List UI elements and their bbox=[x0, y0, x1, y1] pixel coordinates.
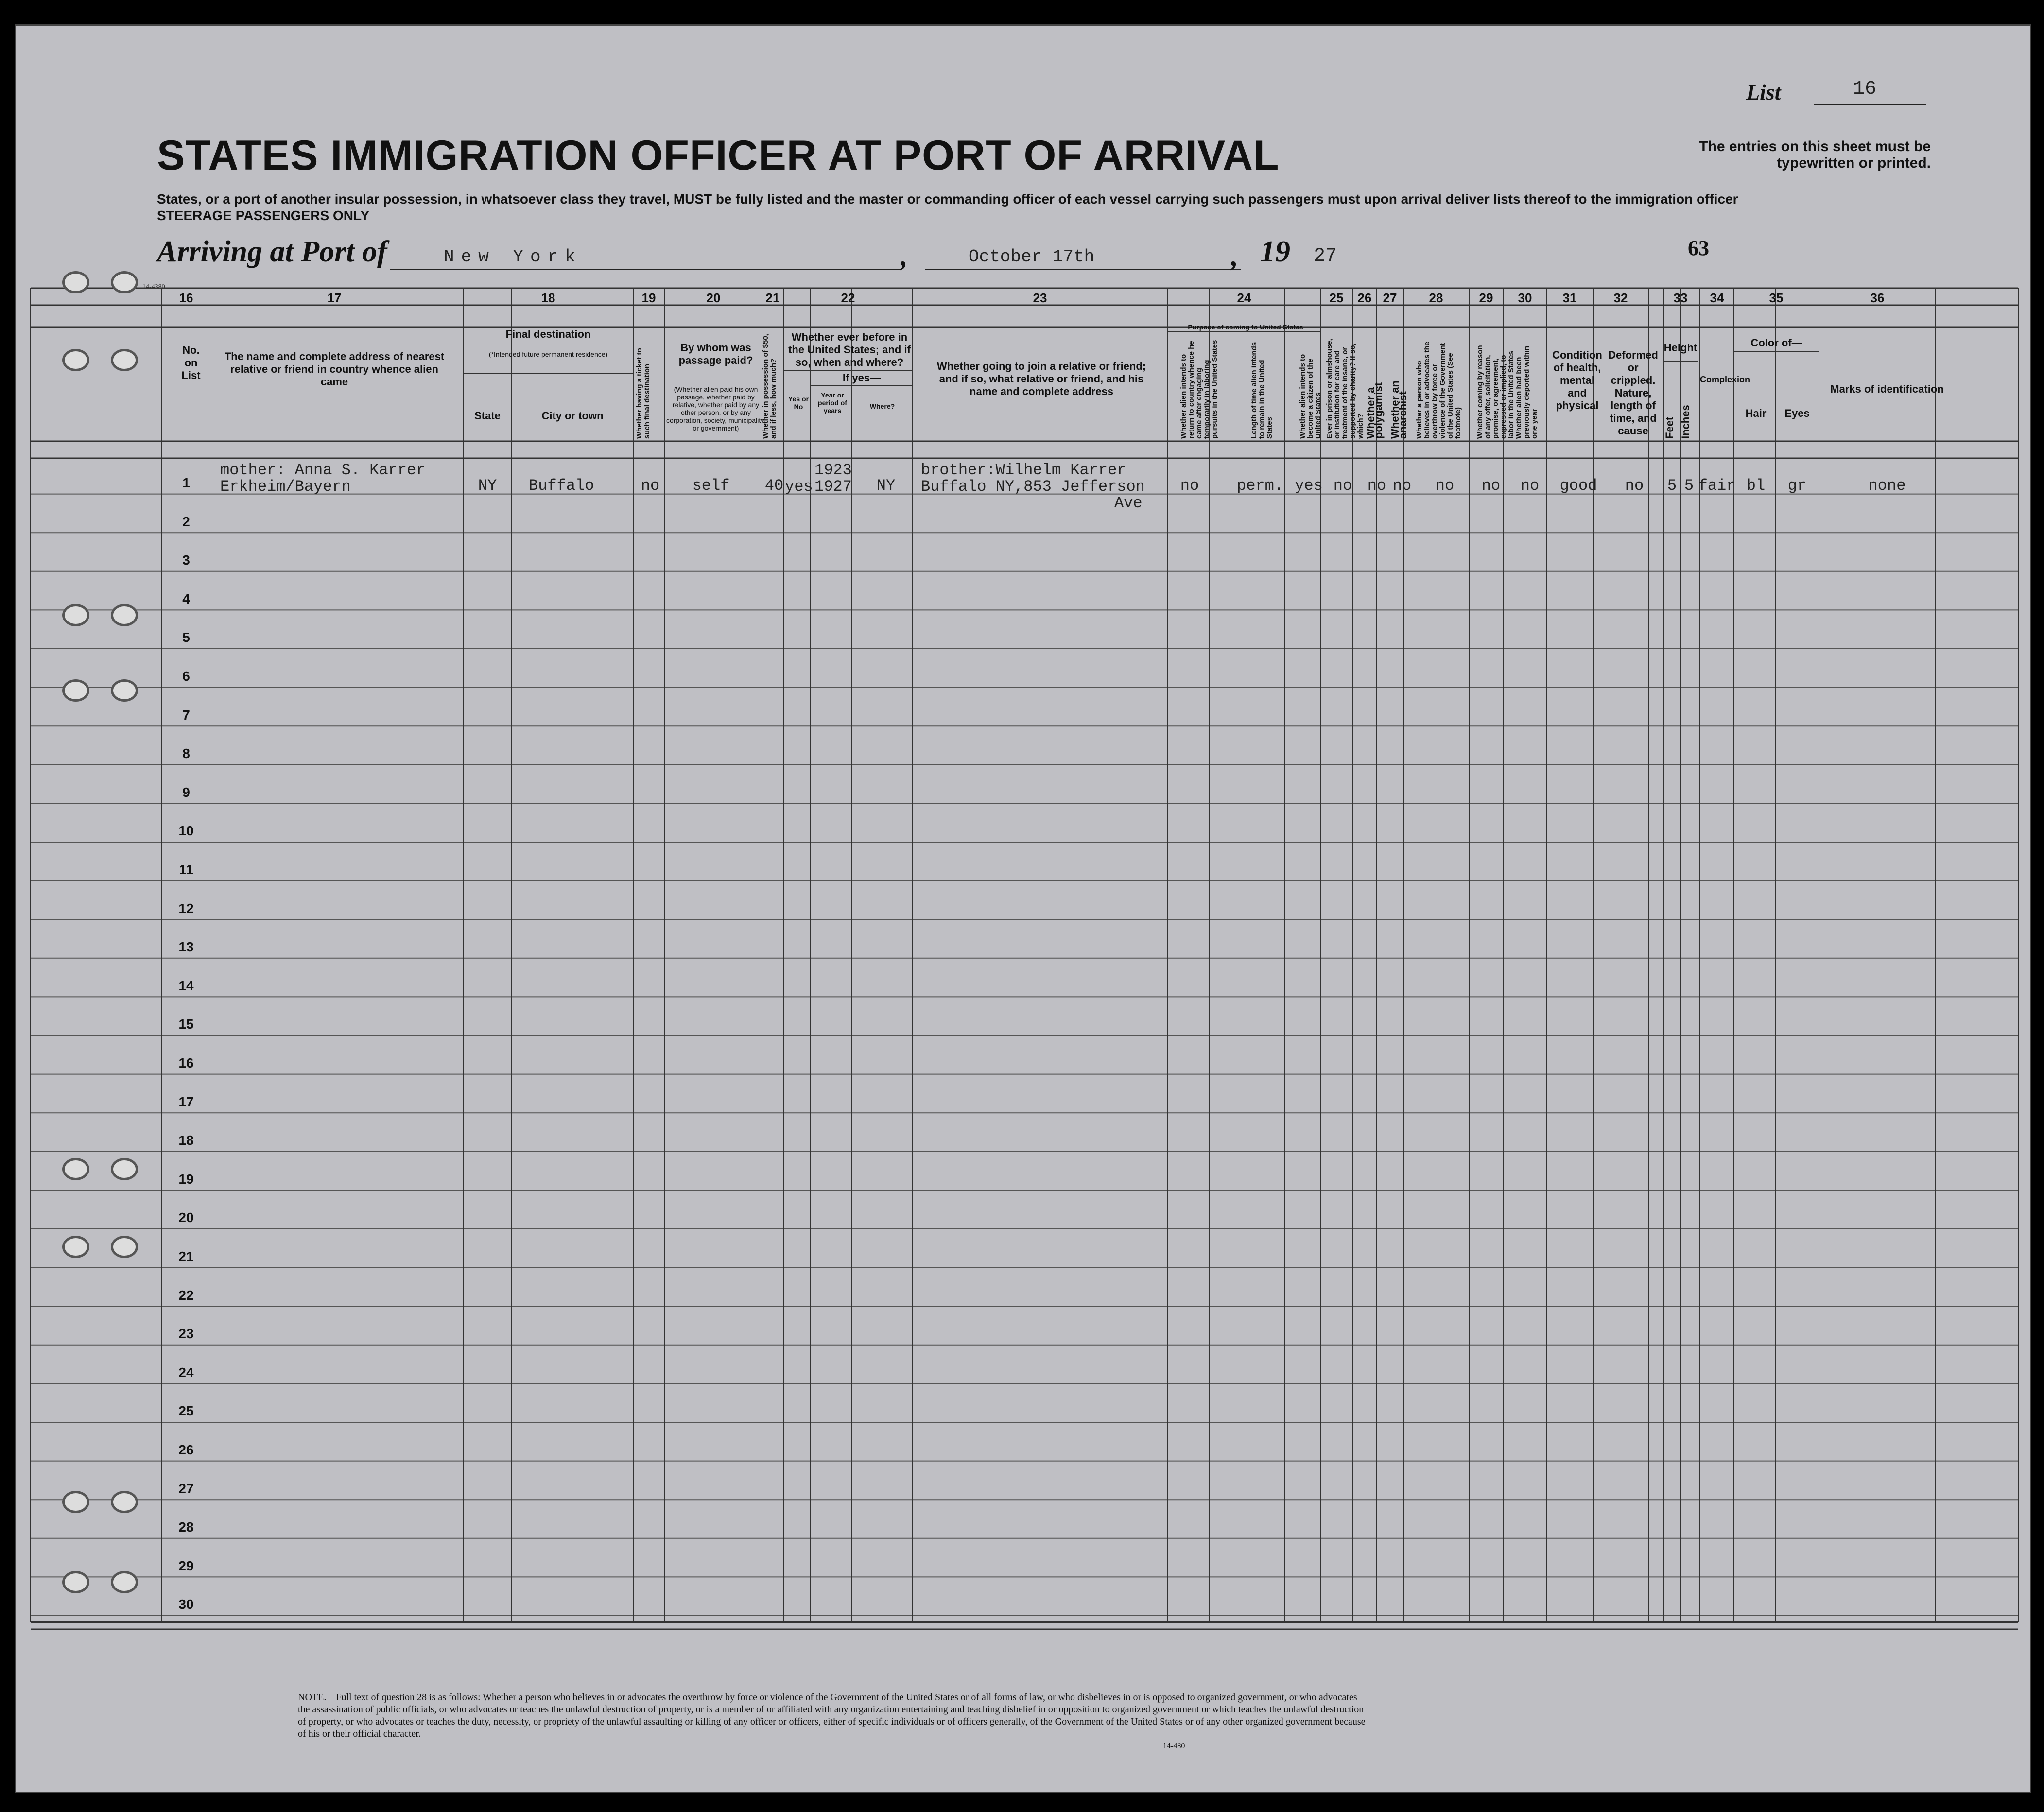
column-number: 32 bbox=[1613, 291, 1628, 305]
header-passage-note: (Whether alien paid his own passage, whether paid by relative, whether paid by any other person, or by any corporation, society, municipality, or government) bbox=[666, 385, 766, 432]
header-purpose-b: Length of time alien intends to remain in the United States bbox=[1250, 342, 1274, 439]
entry-health: good bbox=[1559, 477, 1597, 495]
row-number: 22 bbox=[178, 1287, 194, 1303]
punch-hole bbox=[111, 604, 138, 626]
entry-ticket: no bbox=[641, 477, 660, 495]
punch-hole bbox=[111, 679, 138, 702]
year-prefix: 19 bbox=[1260, 235, 1290, 268]
entry-state: NY bbox=[478, 477, 497, 495]
punch-hole bbox=[111, 1571, 138, 1593]
entry-join-line3: Ave bbox=[1114, 494, 1143, 512]
manifest-sheet bbox=[15, 24, 2031, 1793]
header-marks: Marks of identification bbox=[1830, 383, 1944, 395]
header-purpose-c: Whether alien intends to become a citizen of the United States bbox=[1299, 354, 1322, 439]
entry-join-line1: brother:Wilhelm Karrer bbox=[921, 461, 1126, 479]
entry-q30: no bbox=[1520, 477, 1540, 495]
subtitle-line-2: STEERAGE PASSENGERS ONLY bbox=[157, 208, 370, 223]
row-number: 16 bbox=[178, 1055, 194, 1070]
header-complexion: Complexion bbox=[1700, 375, 1750, 384]
entry-anarchist: no bbox=[1392, 477, 1412, 495]
entry-length-stay: perm. bbox=[1236, 477, 1283, 495]
punch-hole bbox=[62, 679, 89, 702]
row-number: 2 bbox=[182, 514, 190, 529]
column-number: 24 bbox=[1237, 291, 1251, 305]
column-number: 16 bbox=[179, 291, 193, 305]
row-number: 30 bbox=[178, 1597, 194, 1612]
row-number: 6 bbox=[182, 669, 190, 684]
header-city: City or town bbox=[541, 410, 604, 422]
header-before-us: Whether ever before in the United States; and if so, when and where? bbox=[788, 331, 911, 368]
row-number: 26 bbox=[178, 1442, 194, 1457]
comma-separator: , bbox=[1231, 240, 1238, 272]
column-number: 27 bbox=[1383, 291, 1397, 305]
row-number: 1 bbox=[182, 475, 190, 490]
page-title: STATES IMMIGRATION OFFICER AT PORT OF ARRIVAL bbox=[157, 132, 1280, 179]
header-nearest-relative: The name and complete address of nearest relative or friend in country whence alien came bbox=[224, 350, 445, 388]
column-number: 28 bbox=[1429, 291, 1443, 305]
header-money: Whether in possession of $50, and if less, how much? bbox=[762, 334, 778, 439]
punch-hole bbox=[62, 1491, 89, 1513]
header-health: Condition of health, mental and physical bbox=[1552, 349, 1602, 412]
arriving-label: Arriving at Port of bbox=[157, 235, 387, 268]
entry-deformed: no bbox=[1625, 477, 1644, 495]
list-label: List bbox=[1746, 80, 1781, 104]
row-number: 9 bbox=[182, 784, 190, 800]
entry-citizen: yes bbox=[1295, 477, 1323, 495]
header-eyes: Eyes bbox=[1784, 407, 1810, 419]
header-polygamist: Whether a polygamist bbox=[1365, 382, 1385, 439]
entry-passage: self bbox=[692, 477, 730, 495]
row-number: 13 bbox=[178, 939, 194, 955]
footnote: NOTE.—Full text of question 28 is as follows: Whether a person who believes in or advocates the overthrow by force or violence of the Government of the United States or of all forms of law, or who disbelieves in or is opposed to organized government, or who advocates the assassination of public officials, or who advocates or teaches the unlawful destruction of property, or is a member of or affiliated with any organization entertaining and teaching disbelief in or opposition to organized government or which teaches the unlawful destruction of property, or who advocates or teaches the duty, necessity, or propriety of the unlawful assaulting or killing of any officer or officers, either of specific individuals or of officers generally, of the Government of the United States or of any other organized government because of his or their official character. bbox=[298, 1692, 1366, 1739]
column-number: 36 bbox=[1870, 291, 1885, 305]
header-height: Height bbox=[1663, 342, 1698, 354]
form-number: 14-480 bbox=[1163, 1742, 1185, 1750]
header-year-period: Year or period of years bbox=[818, 391, 847, 414]
entry-polygamist: no bbox=[1367, 477, 1386, 495]
entry-prison: no bbox=[1333, 477, 1352, 495]
header-feet: Feet bbox=[1663, 416, 1676, 439]
header-anarchist: Whether an anarchist bbox=[1389, 380, 1409, 439]
entry-return-temp: no bbox=[1180, 477, 1199, 495]
punch-hole bbox=[62, 271, 89, 293]
row-number: 20 bbox=[178, 1210, 194, 1225]
column-number: 18 bbox=[541, 291, 555, 305]
row-number: 7 bbox=[182, 707, 190, 723]
entry-money: 40 bbox=[764, 477, 784, 495]
entry-complexion: fair bbox=[1698, 477, 1736, 495]
entry-marks: none bbox=[1868, 477, 1906, 495]
punch-hole bbox=[111, 1491, 138, 1513]
row-number: 3 bbox=[182, 552, 190, 568]
header-purpose-a: Whether alien intends to return to country whence he came after engaging temporarily in laboring pursuits in the United States bbox=[1179, 340, 1219, 439]
header-hair: Hair bbox=[1745, 407, 1767, 419]
column-number: 31 bbox=[1562, 291, 1577, 305]
subtitle-line-1: States, or a port of another insular possession, in whatsoever class they travel, MUST be fully listed and the master or commanding officer of each vessel carrying such passengers must upon arrival deliver lists thereof to the immigration officer bbox=[157, 191, 1738, 207]
row-number: 28 bbox=[178, 1519, 194, 1535]
list-number: 16 bbox=[1853, 78, 1877, 100]
punch-hole bbox=[62, 1158, 89, 1180]
punch-hole bbox=[111, 271, 138, 293]
row-number: 27 bbox=[178, 1481, 194, 1496]
header-q29: Whether coming by reason of any offer, solicitation, promise, or agreement, expressed or implied, to labor in the United States bbox=[1476, 345, 1515, 439]
entry-year-2: 1927 bbox=[814, 478, 852, 496]
column-number: 26 bbox=[1357, 291, 1372, 305]
punch-hole bbox=[62, 1236, 89, 1258]
header-q30: Whether alien had been previously deported within one year bbox=[1515, 346, 1539, 439]
column-number: 29 bbox=[1479, 291, 1493, 305]
header-prison: Ever in prison or almshouse, or institution for care and treatment of the insane, or supported by charity? If so, which? bbox=[1325, 339, 1365, 439]
header-final-destination: Final destination bbox=[505, 328, 591, 340]
column-number: 22 bbox=[841, 291, 855, 305]
entry-city: Buffalo bbox=[529, 477, 594, 495]
entry-eyes: gr bbox=[1787, 477, 1807, 495]
row-number: 8 bbox=[182, 746, 190, 761]
column-number: 35 bbox=[1769, 291, 1784, 305]
page-number: 63 bbox=[1688, 236, 1709, 260]
header-yes-no: Yes or No bbox=[788, 395, 809, 411]
row-number: 23 bbox=[178, 1326, 194, 1342]
row-number: 24 bbox=[178, 1364, 194, 1380]
header-deformed: Deformed or crippled. Nature, length of time, and cause bbox=[1608, 349, 1658, 437]
entry-inches: 5 bbox=[1684, 477, 1694, 495]
header-inches: Inches bbox=[1680, 405, 1692, 439]
year-suffix: 27 bbox=[1314, 245, 1337, 267]
instruction-text: The entries on this sheet must be typewritten or printed. bbox=[1699, 138, 1931, 171]
row-number: 18 bbox=[178, 1133, 194, 1148]
row-number: 19 bbox=[178, 1171, 194, 1187]
header-join-relative: Whether going to join a relative or friend; and if so, what relative or friend, and his name and complete address bbox=[936, 360, 1146, 397]
punch-hole bbox=[62, 349, 89, 371]
column-number: 19 bbox=[641, 291, 656, 305]
row-number: 17 bbox=[178, 1094, 194, 1109]
form-number-top: 14-4380 bbox=[142, 283, 165, 291]
entry-join-line2: Buffalo NY,853 Jefferson bbox=[921, 478, 1145, 496]
column-number: 34 bbox=[1710, 291, 1724, 305]
column-number: 33 bbox=[1673, 291, 1688, 305]
column-number: 20 bbox=[706, 291, 721, 305]
header-if-yes: If yes— bbox=[842, 372, 881, 384]
header-state: State bbox=[474, 410, 501, 422]
header-q28: Whether a person who believes in or advocates the overthrow by force or violence of the Government of the United States (See footnote) bbox=[1415, 341, 1462, 439]
entry-relative-line2: Erkheim/Bayern bbox=[220, 478, 351, 496]
punch-hole bbox=[62, 1571, 89, 1593]
column-number: 23 bbox=[1033, 291, 1047, 305]
entry-where: NY bbox=[876, 477, 896, 495]
entry-year-1: 1923 bbox=[814, 461, 852, 479]
header-ticket: Whether having a ticket to such final destination bbox=[635, 348, 651, 439]
column-number: 30 bbox=[1518, 291, 1532, 305]
entry-q29: no bbox=[1481, 477, 1501, 495]
column-number: 25 bbox=[1329, 291, 1344, 305]
header-final-destination-note: (*Intended future permanent residence) bbox=[488, 350, 608, 358]
header-passage: By whom was passage paid? bbox=[678, 342, 753, 366]
entry-relative-line1: mother: Anna S. Karrer bbox=[220, 461, 426, 479]
entry-hair: bl bbox=[1746, 477, 1766, 495]
row-number: 15 bbox=[178, 1017, 194, 1032]
punch-hole bbox=[111, 349, 138, 371]
column-number: 17 bbox=[327, 291, 342, 305]
header-no-on-list: No. on List bbox=[181, 344, 201, 381]
punch-hole bbox=[111, 1158, 138, 1180]
row-number: 10 bbox=[178, 823, 194, 839]
row-number: 4 bbox=[182, 591, 190, 606]
column-number: 21 bbox=[765, 291, 780, 305]
date-value: October 17th bbox=[969, 247, 1095, 267]
entry-feet: 5 bbox=[1667, 477, 1677, 495]
port-value: New York bbox=[444, 247, 582, 267]
row-number: 5 bbox=[182, 630, 190, 645]
header-purpose: Purpose of coming to United States bbox=[1188, 323, 1303, 331]
row-number: 29 bbox=[178, 1558, 194, 1573]
punch-hole bbox=[111, 1236, 138, 1258]
entry-before: yes bbox=[785, 478, 813, 496]
header-color-of: Color of— bbox=[1750, 337, 1802, 349]
row-number: 12 bbox=[178, 900, 194, 916]
comma-separator: , bbox=[901, 240, 908, 272]
row-number: 11 bbox=[179, 862, 193, 877]
entry-q28: no bbox=[1435, 477, 1455, 495]
header-where: Where? bbox=[869, 402, 895, 410]
punch-hole bbox=[62, 604, 89, 626]
row-number: 14 bbox=[178, 978, 194, 993]
row-number: 25 bbox=[178, 1403, 194, 1419]
row-number: 21 bbox=[178, 1249, 194, 1264]
